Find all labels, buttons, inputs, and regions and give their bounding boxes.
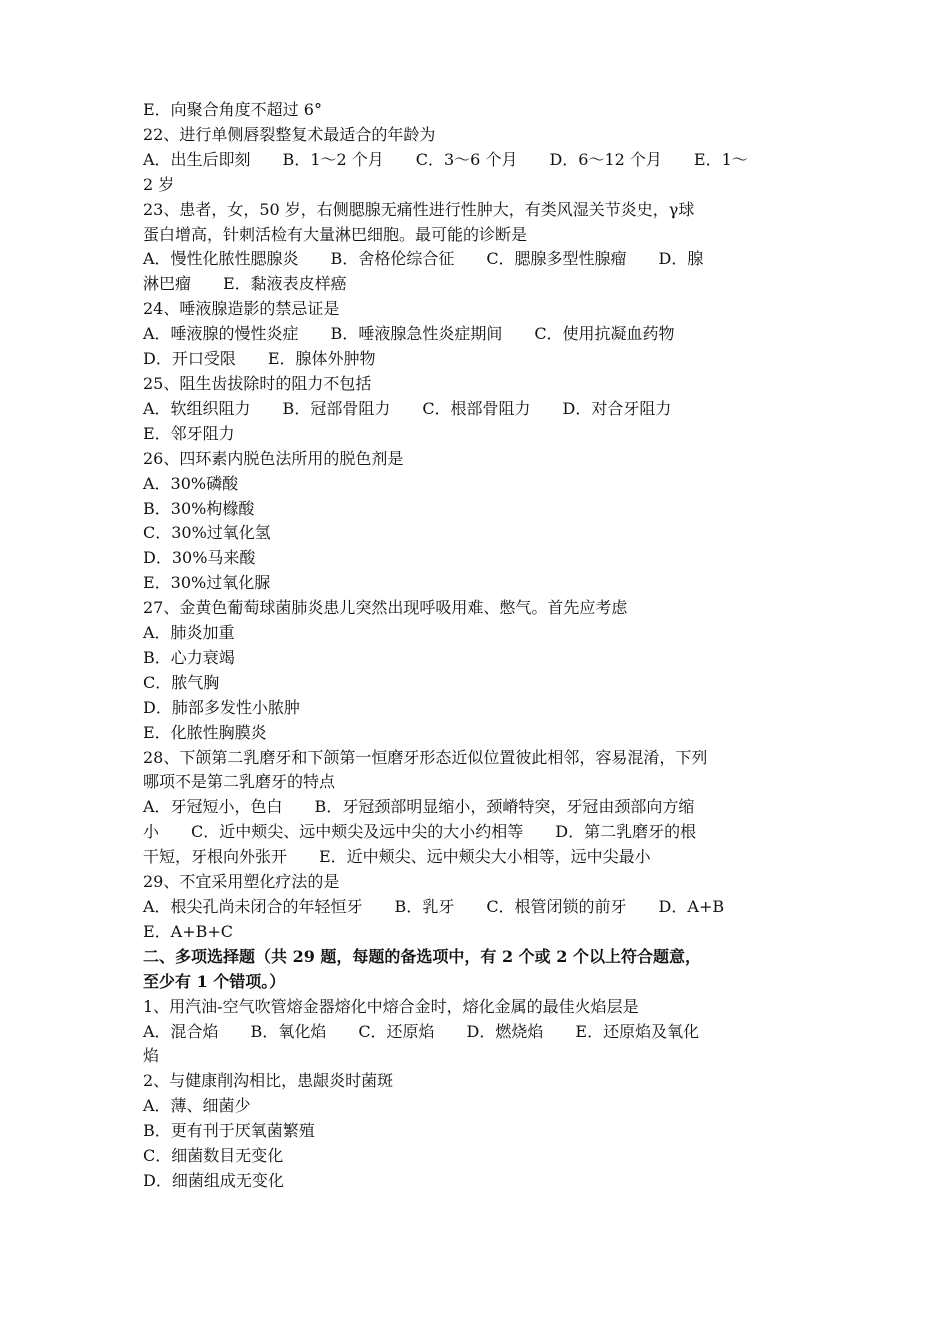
option-line: A．肺炎加重: [143, 623, 235, 643]
options-line: A．牙冠短小，色白 B．牙冠颈部明显缩小，颈嵴特突，牙冠由颈部向方缩: [143, 797, 695, 817]
options-line: E．邻牙阻力: [143, 423, 235, 443]
options-line: E．A+B+C: [143, 921, 234, 941]
options-line: 焰: [143, 1046, 160, 1066]
section-heading-cont: 至少有 1 个错项。）: [143, 971, 286, 991]
option-line: D．30%马来酸: [143, 548, 256, 568]
options-line: A．出生后即刻 B．1～2 个月 C．3～6 个月 D．6～12 个月 E．1～: [143, 149, 748, 169]
options-line: 小 C．近中颊尖、远中颊尖及远中尖的大小约相等 D．第二乳磨牙的根: [143, 822, 697, 842]
options-line: 淋巴瘤 E．黏液表皮样癌: [143, 274, 347, 294]
question-29: 29、不宜采用塑化疗法的是: [143, 872, 340, 892]
option-line: E．向聚合角度不超过 6°: [143, 100, 322, 119]
options-line: A．慢性化脓性腮腺炎 B．舍格伦综合征 C．腮腺多型性腺瘤 D．腺: [143, 249, 704, 269]
document-page: [143, 98, 808, 1194]
question-28: 28、下颌第二乳磨牙和下颌第一恒磨牙形态近似位置彼此相邻，容易混淆，下列: [143, 747, 708, 767]
option-line: B．30%枸橼酸: [143, 498, 255, 518]
options-line: A．唾液腺的慢性炎症 B．唾液腺急性炎症期间 C．使用抗凝血药物: [143, 324, 675, 344]
option-line: D．肺部多发性小脓肿: [143, 697, 300, 717]
option-line: C．30%过氧化氢: [143, 523, 271, 543]
option-line: C．细菌数目无变化: [143, 1146, 284, 1166]
option-line: D．细菌组成无变化: [143, 1170, 284, 1190]
options-line: D．开口受限 E．腺体外肿物: [143, 349, 376, 369]
question-23: 23、患者，女，50 岁，右侧腮腺无痛性进行性肿大，有类风湿关节炎史，γ球: [143, 199, 695, 219]
question-1: 1、用汽油-空气吹管熔金器熔化中熔合金时，熔化金属的最佳火焰层是: [143, 996, 639, 1016]
options-line: 2 岁: [143, 174, 175, 194]
question-22: 22、进行单侧唇裂整复术最适合的年龄为: [143, 124, 436, 144]
question-28-cont: 哪项不是第二乳磨牙的特点: [143, 772, 336, 792]
option-line: B．心力衰竭: [143, 647, 235, 667]
question-25: 25、阻生齿拔除时的阻力不包括: [143, 373, 372, 393]
options-line: A．根尖孔尚未闭合的年轻恒牙 B．乳牙 C．根管闭锁的前牙 D．A+B: [143, 897, 725, 916]
question-24: 24、唾液腺造影的禁忌证是: [143, 299, 340, 319]
question-2: 2、与健康削沟相比，患龈炎时菌斑: [143, 1071, 394, 1091]
options-line: A．软组织阻力 B．冠部骨阻力 C．根部骨阻力 D．对合牙阻力: [143, 398, 672, 418]
option-line: B．更有刊于厌氧菌繁殖: [143, 1121, 315, 1141]
options-line: A．混合焰 B．氧化焰 C．还原焰 D．燃烧焰 E．还原焰及氧化: [143, 1021, 700, 1041]
question-26: 26、四环素内脱色法所用的脱色剂是: [143, 448, 404, 468]
option-line: E．30%过氧化脲: [143, 573, 271, 593]
section-heading: 二、多项选择题（共 29 题，每题的备选项中，有 2 个或 2 个以上符合题意，: [143, 946, 701, 966]
options-line: 干短，牙根向外张开 E．近中颊尖、远中颊尖大小相等，远中尖最小: [143, 847, 651, 867]
option-line: C．脓气胸: [143, 672, 220, 692]
option-line: A．30%磷酸: [143, 473, 239, 493]
question-23-cont: 蛋白增高，针刺活检有大量淋巴细胞。最可能的诊断是: [143, 224, 528, 244]
question-27: 27、金黄色葡萄球菌肺炎患儿突然出现呼吸用难、憋气。首先应考虑: [143, 598, 628, 618]
option-line: A．薄、细菌少: [143, 1096, 251, 1116]
option-line: E．化脓性胸膜炎: [143, 722, 267, 742]
